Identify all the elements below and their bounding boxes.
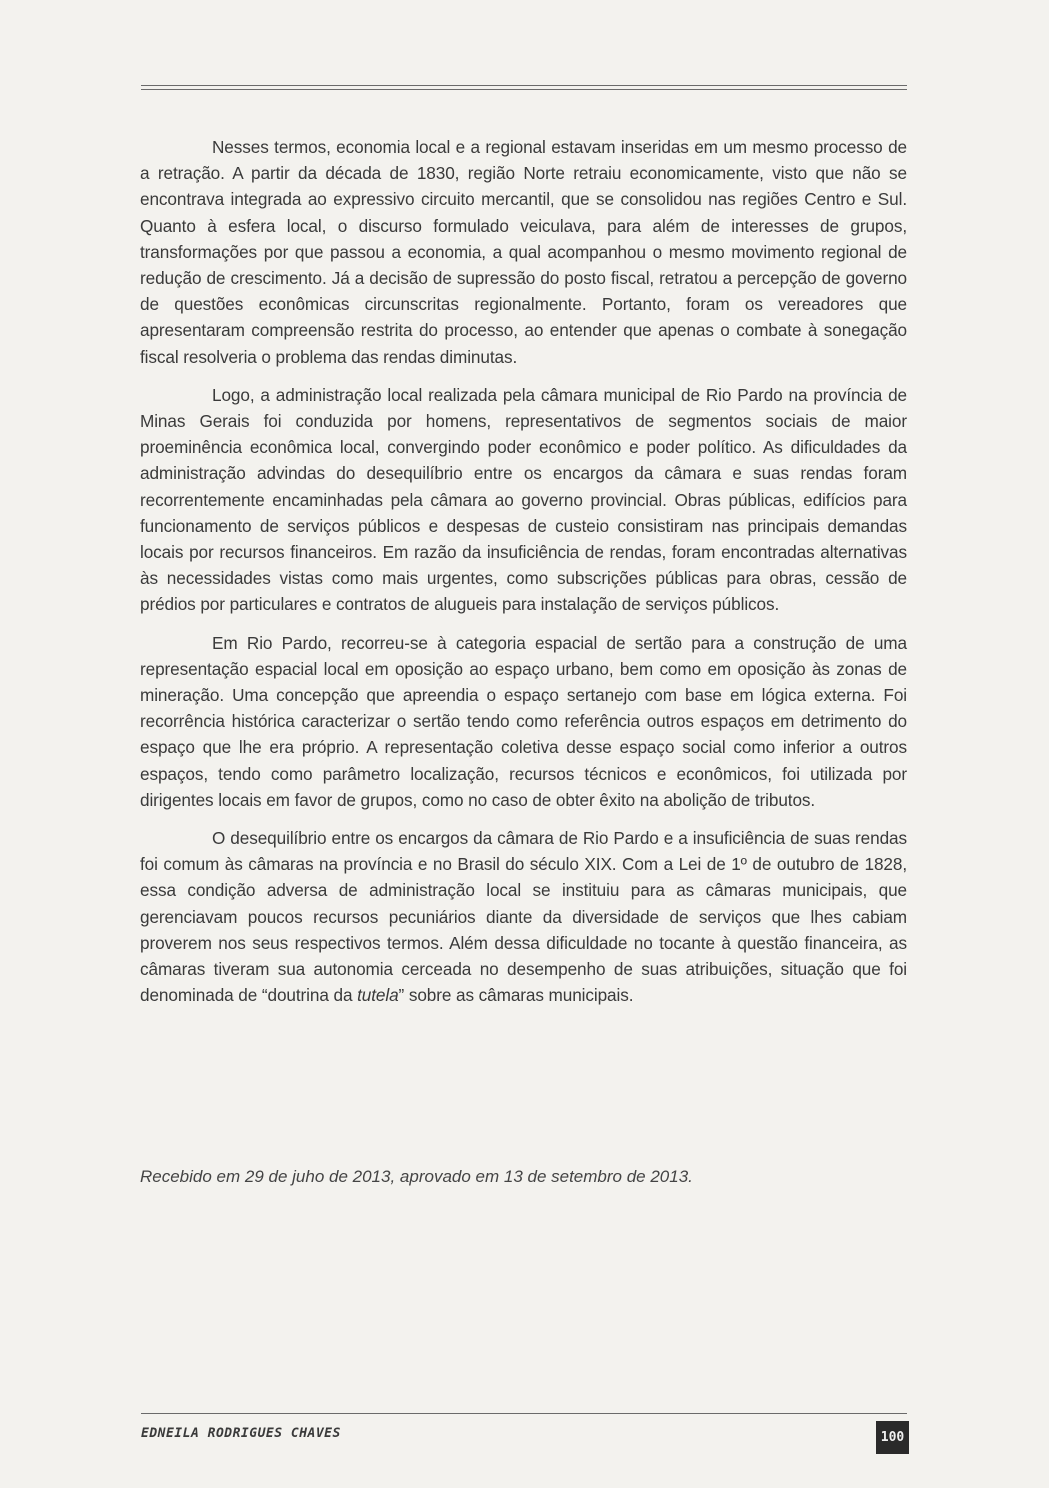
paragraph-4-text-end: ” sobre as câmaras municipais. xyxy=(398,985,634,1006)
paragraph-2-text: Logo, a administração local realizada pela câmara municipal de Rio Pardo na província de Minas Gerais foi conduzida por homens, representativos de segmentos sociais de maior proeminência econômica local, convergindo poder econômico e poder político. As dificuldades da administração advindas do desequilíbrio entre os encargos da câmara e suas rendas foram recorrentemente encaminhadas pela câmara ao governo provincial. Obras públicas, edifícios para funcionamento de serviços públicos e despesas de custeio consistiram nas principais demandas locais por recursos financeiros. Em razão da insuficiência de rendas, foram encontradas alternativas às necessidades vistas como mais urgentes, como subscrições públicas para obras, cessão de prédios por particulares e contratos de alugueis para instalação de serviços públicos. xyxy=(140,384,907,615)
received-note: Recebido em 29 de juho de 2013, aprovado em 13 de setembro de 2013. xyxy=(140,1167,693,1186)
paragraph-4 xyxy=(140,825,907,1008)
footer-author: EDNEILA RODRIGUES CHAVES xyxy=(141,1426,341,1441)
paragraph-1 xyxy=(140,134,907,370)
paragraph-4-text: O desequilíbrio entre os encargos da câmara de Rio Pardo e a insuficiência de suas rendas foi comum às câmaras na província e no Brasil do século XIX. Com a Lei de 1º de outubro de 1828, essa condição adversa de administração local se instituiu para as câmaras municipais, que gerenciavam poucos recursos pecuniários diante da diversidade de serviços que lhes cabiam proverem nos seus respectivos termos. Além dessa dificuldade no tocante à questão financeira, as câmaras tiveram sua autonomia cerceada no desempenho de suas atribuições, situação que foi denominada de “doutrina da xyxy=(140,828,907,1006)
paragraph-2 xyxy=(140,382,907,618)
footer-rule xyxy=(141,1413,907,1414)
article-body xyxy=(140,134,907,1021)
page-number-badge: 100 xyxy=(876,1421,909,1454)
header-rule xyxy=(141,85,907,90)
paragraph-4-emphasis: tutela xyxy=(357,985,399,1006)
paragraph-3 xyxy=(140,630,907,813)
paragraph-3-text: Em Rio Pardo, recorreu-se à categoria espacial de sertão para a construção de uma representação espacial local em oposição ao espaço urbano, bem como em oposição às zonas de mineração. Uma concepção que apreendia o espaço sertanejo com base em lógica externa. Foi recorrência histórica caracterizar o sertão tendo como referência outros espaços em detrimento do espaço que lhe era próprio. A representação coletiva desse espaço social como inferior a outros espaços, tendo como parâmetro localização, recursos técnicos e econômicos, foi utilizada por dirigentes locais em favor de grupos, como no caso de obter êxito na abolição de tributos. xyxy=(140,632,907,810)
paragraph-1-text: Nesses termos, economia local e a regional estavam inseridas em um mesmo processo de a retração. A partir da década de 1830, região Norte retraiu economicamente, visto que não se encontrava integrada ao expressivo circuito mercantil, que se consolidou nas regiões Centro e Sul. Quanto à esfera local, o discurso formulado veiculava, para além de interesses de grupos, transformações por que passou a economia, a qual acompanhou o mesmo movimento regional de redução de crescimento. Já a decisão de supressão do posto fiscal, retratou a percepção de governo de questões econômicas circunscritas regionalmente. Portanto, foram os vereadores que apresentaram compreensão restrita do processo, ao entender que apenas o combate à sonegação fiscal resolveria o problema das rendas diminutas. xyxy=(140,137,907,367)
